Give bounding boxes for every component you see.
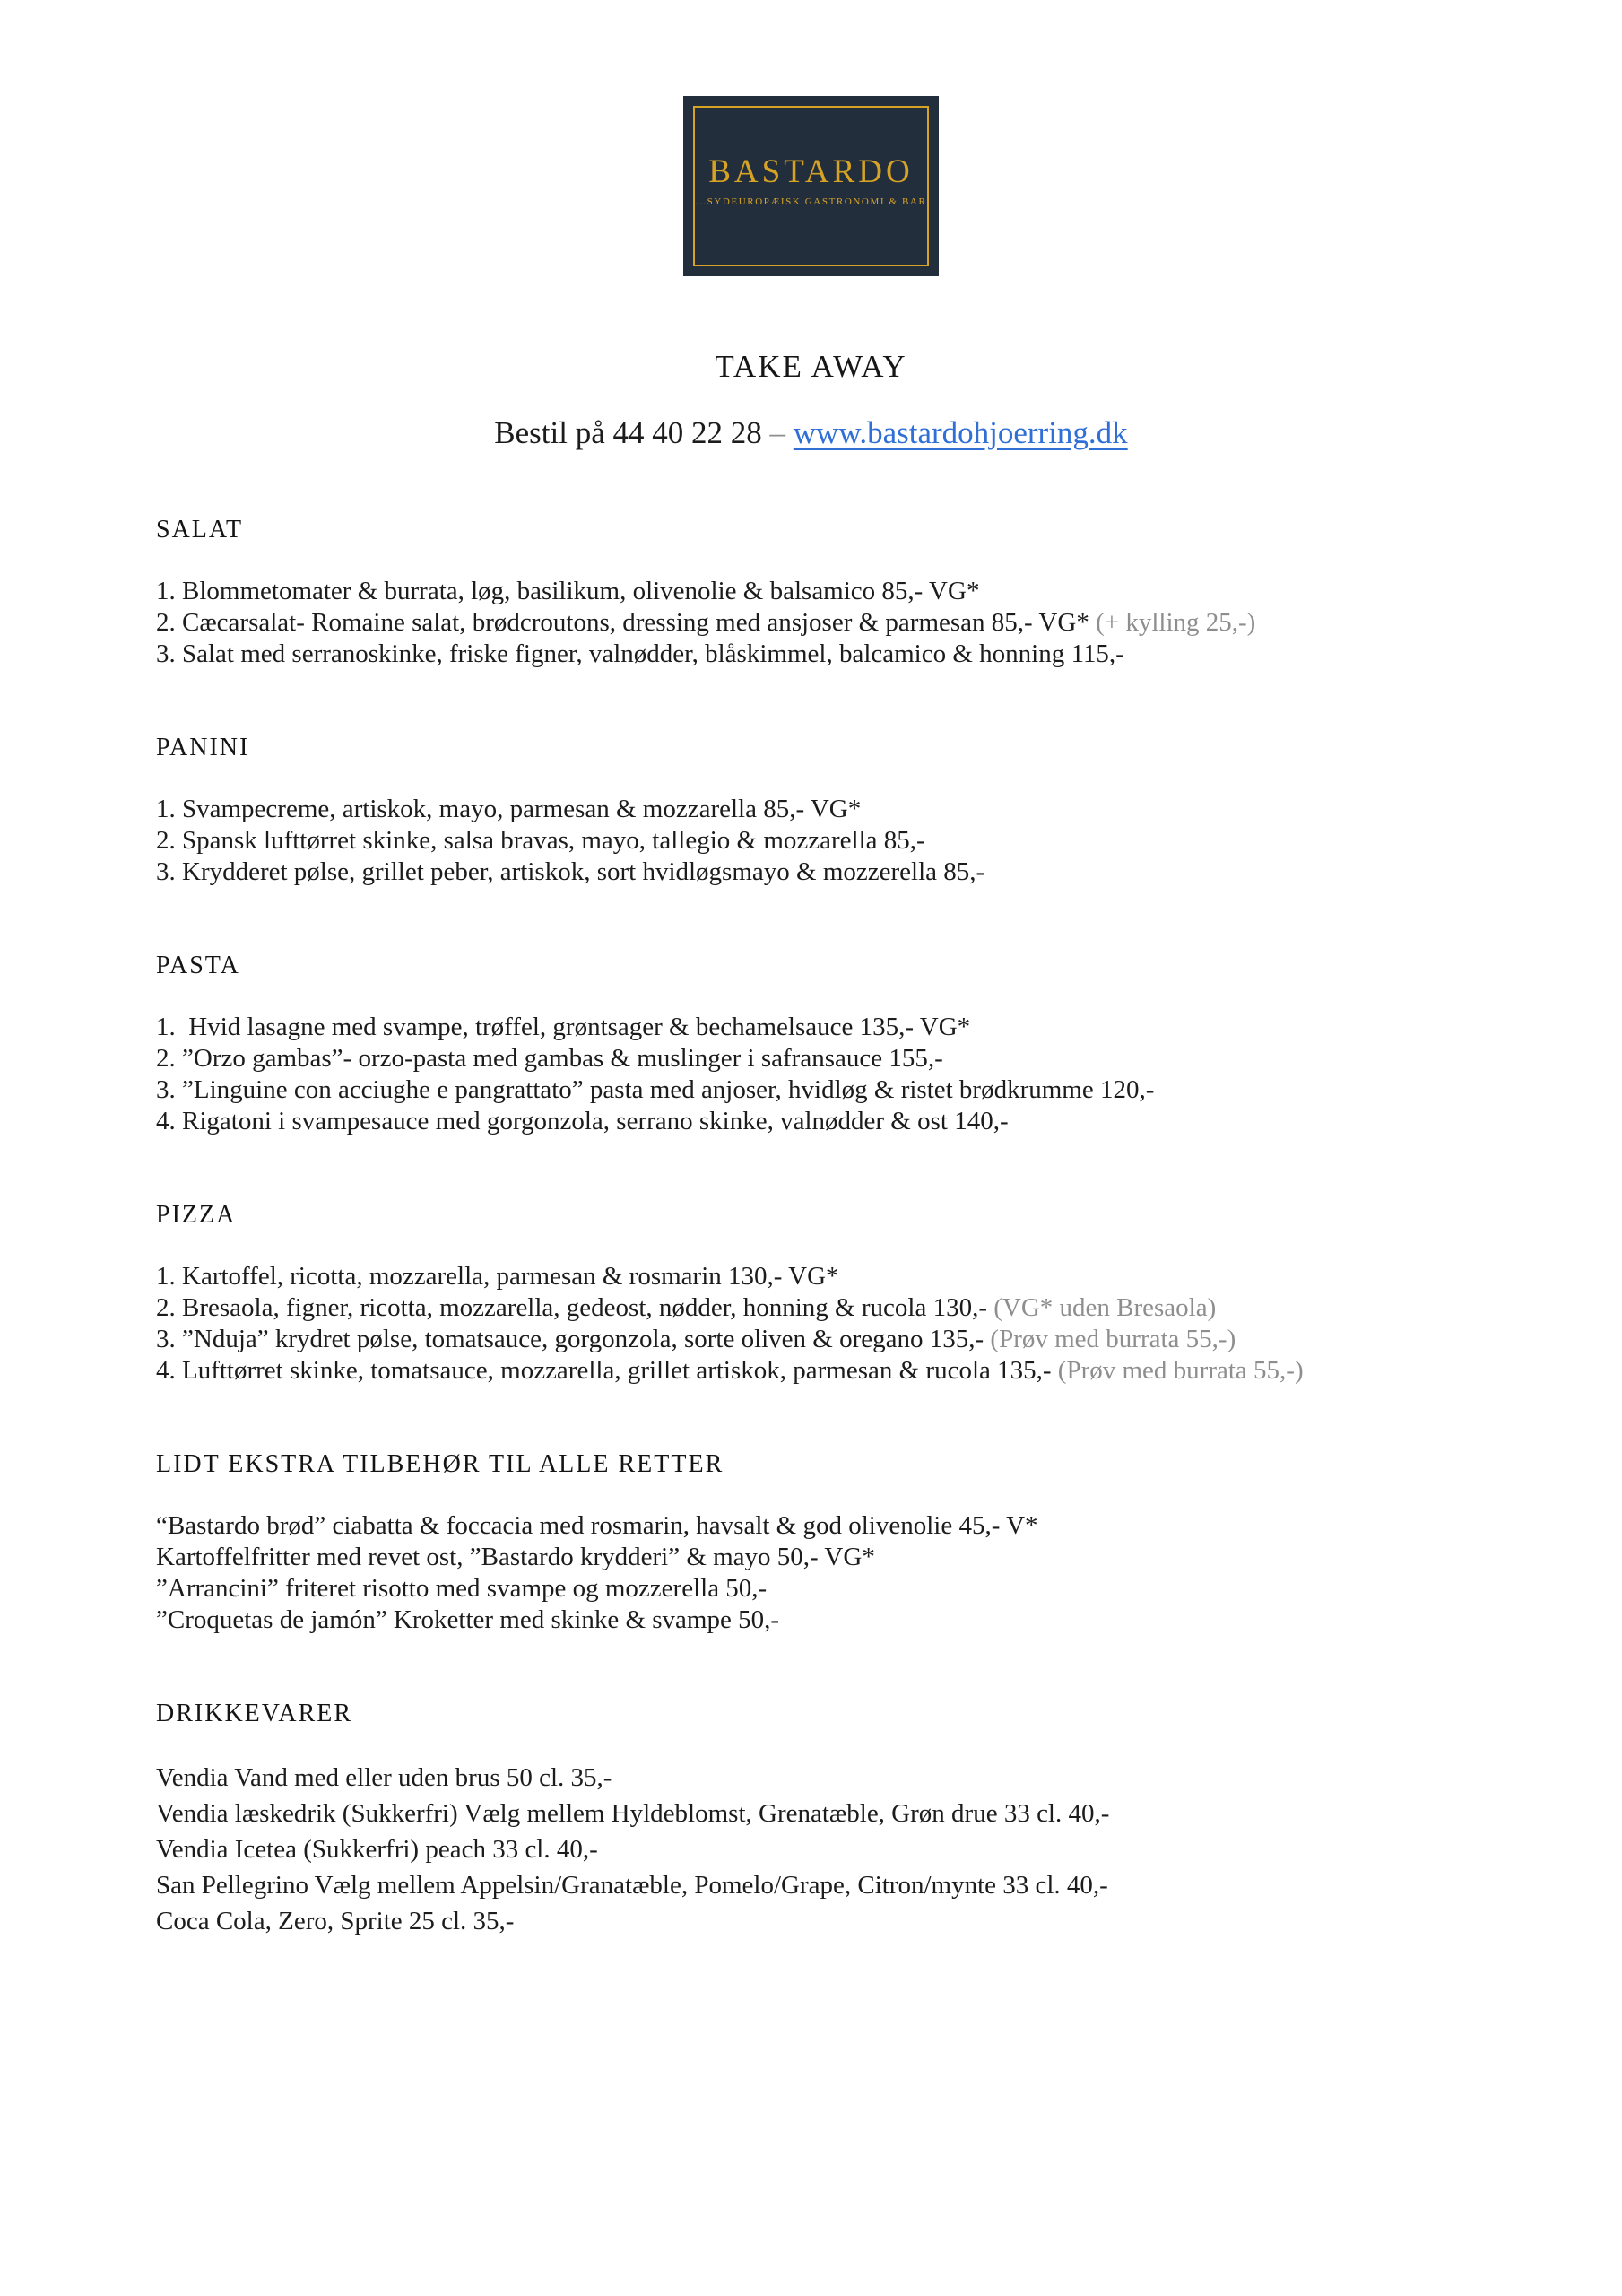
dash-separator: – [769,415,794,450]
section-heading: PANINI [156,734,250,761]
menu-item-text: 4. Lufttørret skinke, tomatsauce, mozzarella, grillet artiskok, parmesan & rucola 135,- [156,1356,1052,1385]
menu-item-text: 2. ”Orzo gambas”- orzo-pasta med gambas & muslinger i safransauce 155,- [156,1044,943,1073]
menu-item-text: Vendia læskedrik (Sukkerfri) Vælg mellem Hyldeblomst, Grenatæble, Grøn drue 33 cl. 40,- [156,1799,1110,1828]
menu-item-text: ”Croquetas de jamón” Kroketter med skinke & svampe 50,- [156,1605,779,1634]
section-heading: SALAT [156,516,244,544]
menu-item-text: 1. Blommetomater & burrata, løg, basilikum, olivenolie & balsamico 85,- VG* [156,577,980,605]
section-items [156,1510,1514,1636]
menu-item [156,1106,1514,1137]
menu-item-text: 3. Krydderet pølse, grillet peber, artiskok, sort hvidløgsmayo & mozzerella 85,- [156,857,985,886]
menu-item [156,1831,1514,1867]
menu-item [156,1903,1514,1939]
menu-item-text: ”Arrancini” friteret risotto med svampe og mozzerella 50,- [156,1574,768,1603]
section-heading: LIDT EKSTRA TILBEHØR TIL ALLE RETTER [156,1450,724,1478]
menu-item [156,1605,1514,1636]
menu-item-text: 1. Kartoffel, ricotta, mozzarella, parmesan & rosmarin 130,- VG* [156,1262,839,1291]
menu-item [156,1261,1514,1292]
section-items [156,1012,1514,1137]
menu-item [156,1355,1514,1387]
menu-item-note: (Prøv med burrata 55,-) [984,1325,1236,1353]
menu-item [156,1760,1514,1796]
brand-logo [683,96,939,276]
menu-item [156,639,1514,670]
section-items [156,1760,1514,1939]
menu-section [156,951,1514,1137]
menu-item-text: Coca Cola, Zero, Sprite 25 cl. 35,- [156,1907,515,1935]
menu-item-text: Kartoffelfritter med revet ost, ”Bastardo krydderi” & mayo 50,- VG* [156,1543,875,1571]
menu-item-text: 3. ”Nduja” krydret pølse, tomatsauce, gorgonzola, sorte oliven & oregano 135,- [156,1325,984,1353]
menu-item [156,576,1514,607]
menu-section [156,1200,1514,1387]
menu-section [156,515,1514,670]
section-items [156,1261,1514,1387]
menu-item [156,794,1514,825]
menu-item-text: 1. Svampecreme, artiskok, mayo, parmesan & mozzarella 85,- VG* [156,795,862,823]
menu-item [156,1867,1514,1903]
menu-section [156,1449,1514,1636]
website-link[interactable]: www.bastardohjoerring.dk [793,415,1128,450]
menu-item [156,1796,1514,1831]
menu-item [156,1074,1514,1106]
section-heading: PIZZA [156,1201,237,1229]
menu-item-text: 4. Rigatoni i svampesauce med gorgonzola, serrano skinke, valnødder & ost 140,- [156,1107,1009,1135]
menu-item-note: (+ kylling 25,-) [1089,608,1256,637]
order-phone-text: Bestil på 44 40 22 28 [494,415,770,450]
menu-item [156,1542,1514,1573]
menu-section [156,1699,1514,1939]
menu-item-text: 2. Spansk lufttørret skinke, salsa bravas, mayo, tallegio & mozzarella 85,- [156,826,925,855]
menu-item-text: 1. Hvid lasagne med svampe, trøffel, grøntsager & bechamelsauce 135,- VG* [156,1013,971,1041]
menu-item-note: (VG* uden Bresaola) [986,1293,1217,1322]
section-items [156,794,1514,888]
menu-item [156,1573,1514,1605]
menu-item [156,825,1514,857]
logo-text [695,152,927,207]
menu-item-text: 2. Bresaola, figner, ricotta, mozzarella, gedeost, nødder, honning & rucola 130,- [156,1293,987,1322]
menu-item [156,1043,1514,1074]
section-heading: DRIKKEVARER [156,1700,353,1727]
menu-item-text: 3. Salat med serranoskinke, friske figner, valnødder, blåskimmel, balcamico & honning 115,- [156,639,1124,668]
section-items [156,576,1514,670]
menu-item-text: “Bastardo brød” ciabatta & foccacia med rosmarin, havsalt & god olivenolie 45,- V* [156,1511,1038,1540]
section-heading: PASTA [156,952,240,979]
brand-tagline: ...SYDEUROPÆISK GASTRONOMI & BAR [695,196,927,207]
menu-item-text: Vendia Icetea (Sukkerfri) peach 33 cl. 40,- [156,1835,598,1864]
menu-item [156,1324,1514,1355]
menu-item-text: 2. Cæcarsalat- Romaine salat, brødcroutons, dressing med ansjoser & parmesan 85,- VG* [156,608,1089,637]
menu-section [156,733,1514,888]
menu-item-note: (Prøv med burrata 55,-) [1051,1356,1304,1385]
menu-item [156,1510,1514,1542]
menu-sections [0,515,1622,1939]
menu-item [156,1012,1514,1043]
menu-item [156,857,1514,888]
menu-item [156,1292,1514,1324]
order-line [0,414,1622,452]
brand-name: BASTARDO [708,152,914,190]
page-title: TAKE AWAY [715,349,907,384]
menu-item-text: 3. ”Linguine con acciughe e pangrattato” pasta med anjoser, hvidløg & ristet brødkrumme 120,- [156,1075,1155,1104]
menu-item [156,607,1514,639]
menu-item-text: Vendia Vand med eller uden brus 50 cl. 35,- [156,1763,612,1792]
menu-item-text: San Pellegrino Vælg mellem Appelsin/Granatæble, Pomelo/Grape, Citron/mynte 33 cl. 40,- [156,1871,1108,1900]
